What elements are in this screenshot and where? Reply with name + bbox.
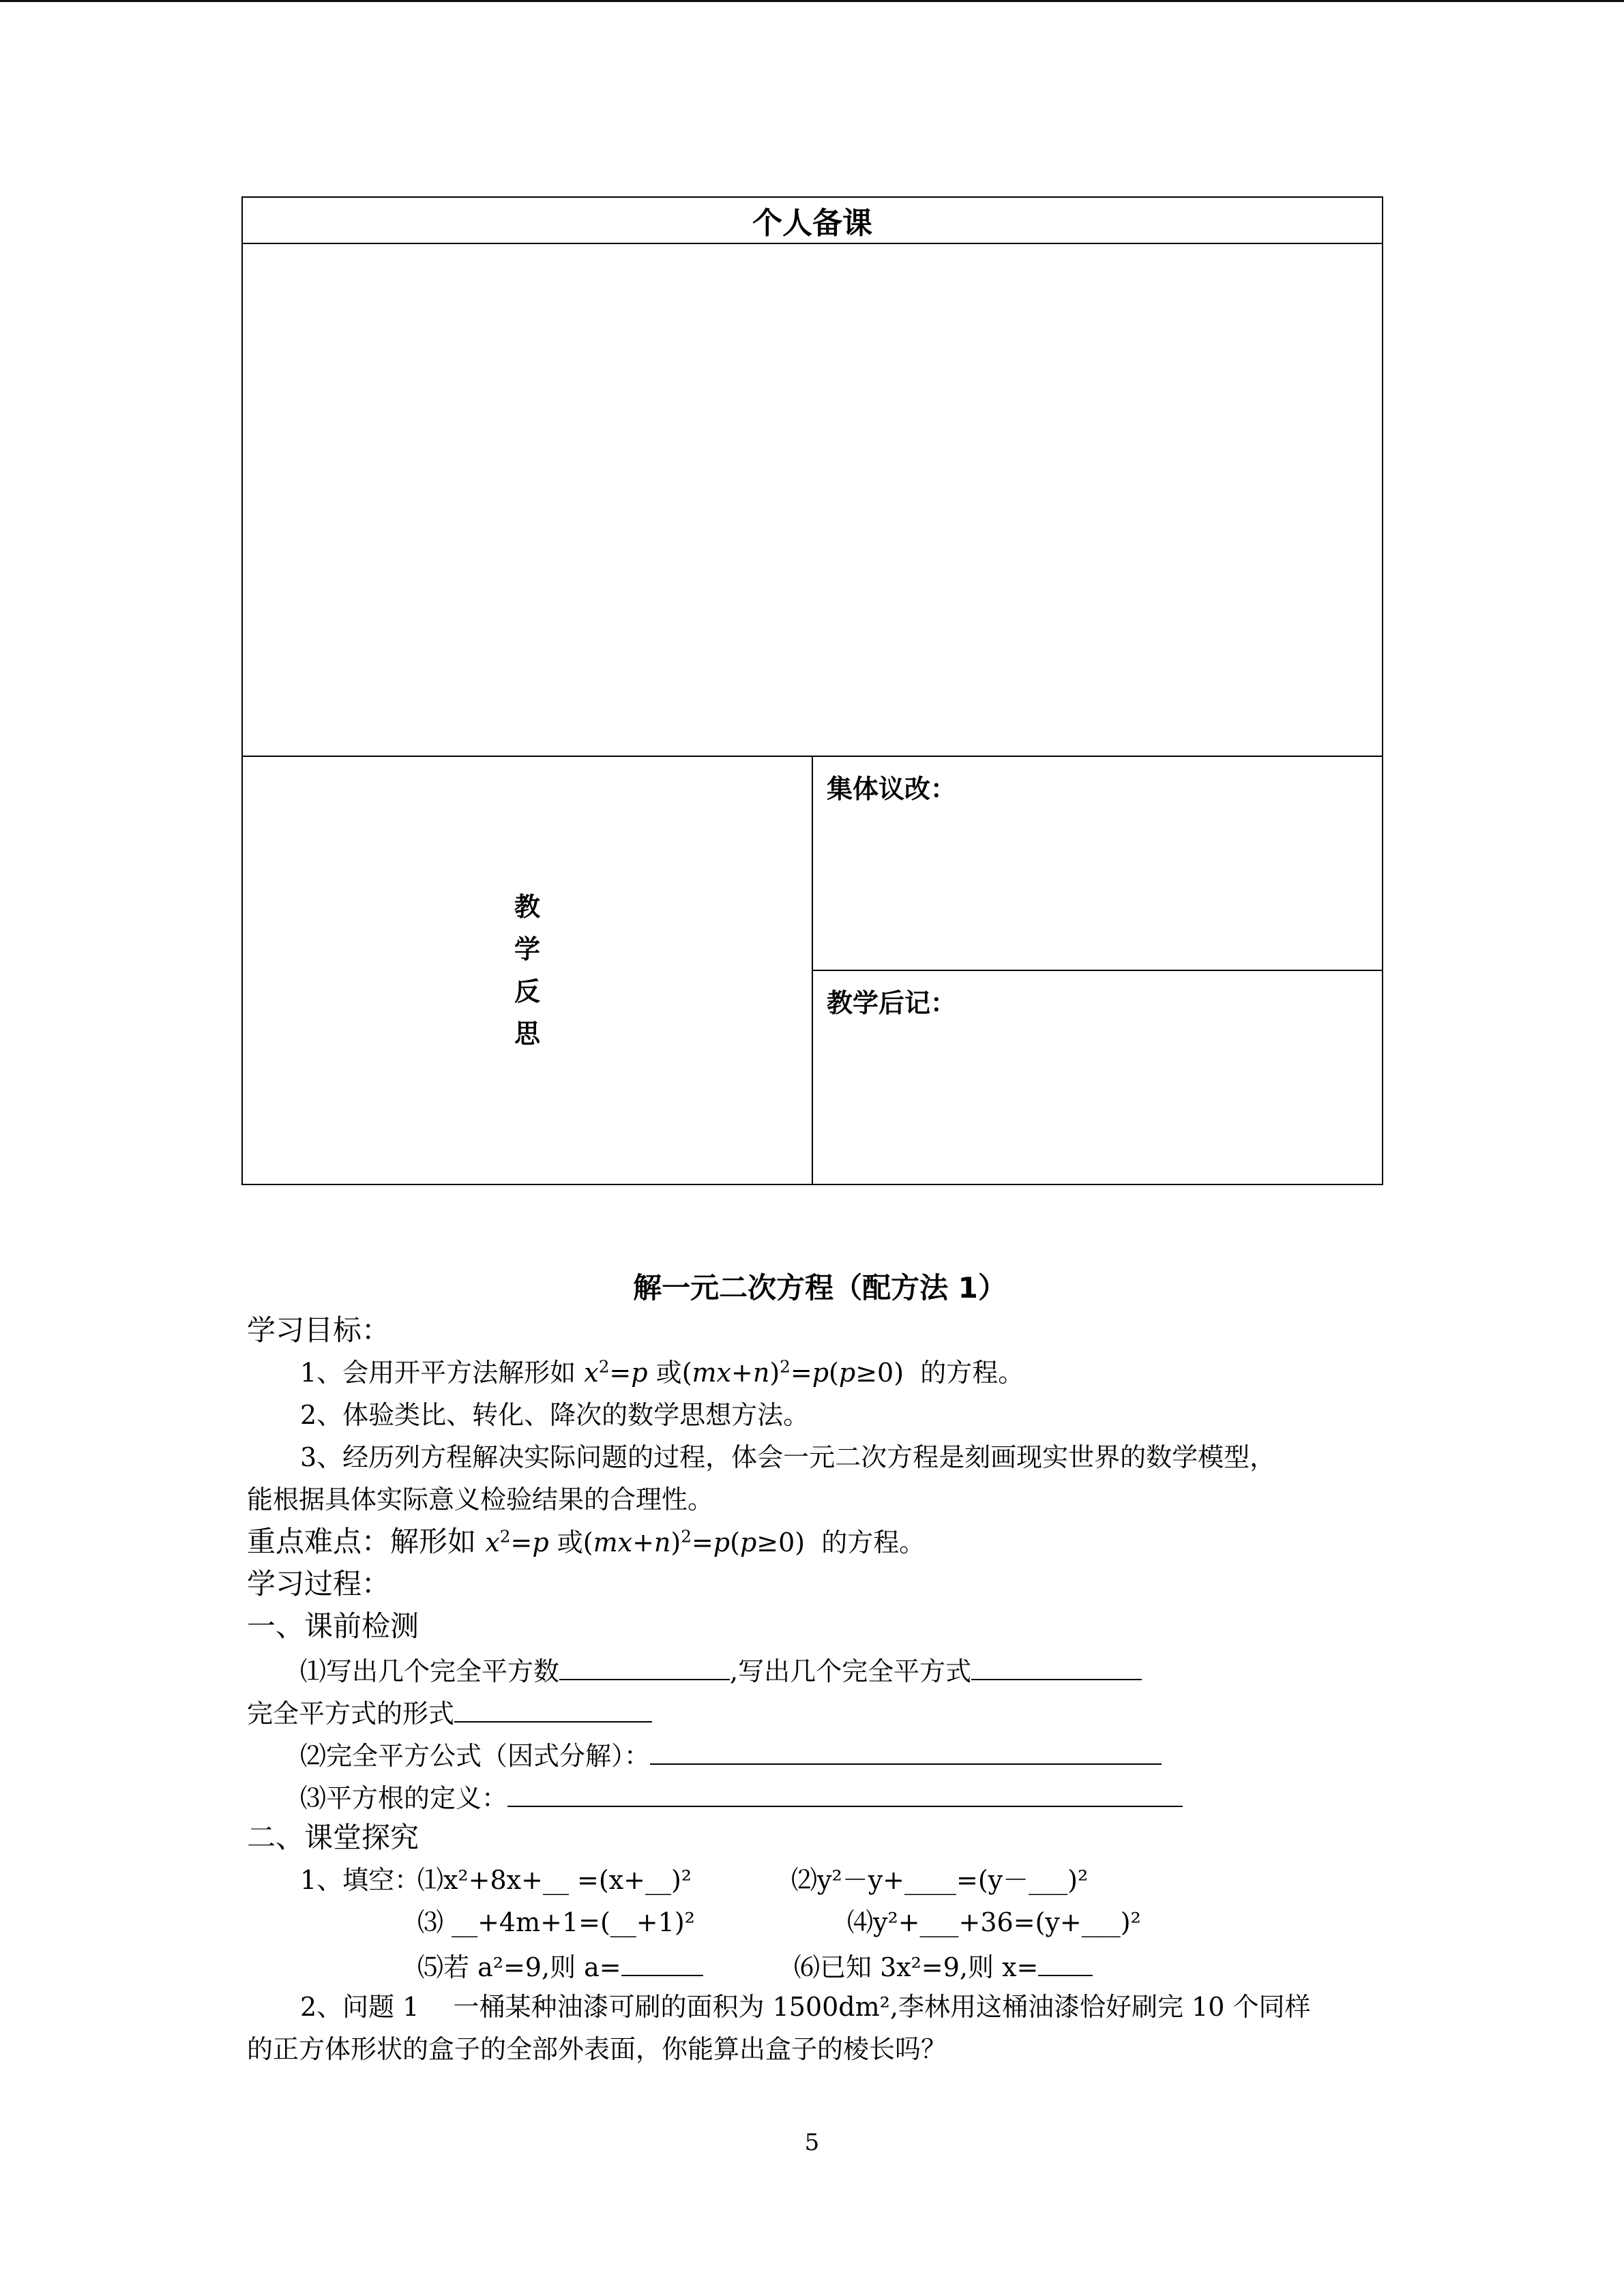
fill-item-4: ⑷y²+___+36=(y+___)² [847,1907,1141,1937]
collective-revision-label: 集体议改： [827,774,957,804]
problem-1-line2: 的正方体形状的盒子的全部外表面，你能算出盒子的棱长吗？ [247,2034,947,2064]
fill-item-1: ⑴x²+8x+__ =(x+__)² [417,1865,692,1895]
collective-revision-cell [812,756,1383,970]
answer-blank[interactable] [621,1943,703,1976]
teaching-postscript-label: 教学后记： [827,988,957,1018]
worksheet-body [247,1267,1393,2070]
answer-blank[interactable] [559,1648,730,1680]
question-1-cont: 完全平方式的形式 [247,1690,1393,1732]
teaching-postscript-cell [812,970,1383,1184]
objective-2: 2、体验类比、转化、降次的数学思想方法。 [300,1400,810,1430]
answer-blank[interactable] [650,1732,1162,1765]
side-char: 思 [514,1019,540,1049]
side-char: 反 [514,976,540,1007]
personal-prep-area [242,243,1383,756]
answer-blank[interactable] [1038,1943,1093,1976]
objective-3-line1: 3、经历列方程解决实际问题的过程，体会一元二次方程是刻画现实世界的数学模型， [300,1442,1276,1472]
objectives-heading: 学习目标： [247,1313,391,1347]
objective-3-line2: 能根据具体实际意义检验结果的合理性。 [247,1485,714,1515]
key-points: 重点难点：解形如 $x^2=p$ 或$(mx+n)^2=p(p\ge 0)$ 的方程。 [247,1525,926,1558]
side-char: 教 [514,892,540,922]
question-2: ⑵完全平方公式（因式分解）： [247,1732,1393,1774]
fill-item-2: ⑵y²－y+____=(y－___)² [791,1865,1089,1895]
doc-title: 解一元二次方程（配方法 1） [633,1271,1007,1304]
fill-row-3 [247,1943,1393,1986]
fill-item-6: ⑹已知 3x²=9,则 x= [794,1943,1093,1988]
lesson-prep-table [241,196,1383,1185]
fill-item-3: ⑶ __+4m+1=(__+1)² [417,1907,695,1937]
section-2-heading: 二、课堂探究 [247,1821,419,1854]
fill-row-1: 1、填空： ⑴x²+8x+__ =(x+__)² ⑵y²－y+____=(y－___)² [247,1859,1393,1901]
section-1-heading: 一、课前检测 [247,1609,419,1643]
answer-blank[interactable] [971,1648,1142,1680]
page-number: 5 [804,2129,820,2156]
fill-item-5: ⑸若 a²=9,则 a= [417,1943,703,1988]
answer-blank[interactable] [507,1774,1183,1807]
table-title: 个人备课 [242,197,1383,243]
question-1: ⑴写出几个完全平方数 ,写出几个完全平方式 [247,1648,1393,1690]
process-heading: 学习过程： [247,1567,391,1600]
objective-1: 1、会用开平方法解形如 $x^2=p$ 或$(mx+n)^2=p(p\ge 0)$ 的方程。 [300,1356,1024,1388]
top-border-line [0,0,1624,2]
teaching-reflection-label [242,756,812,1184]
question-3: ⑶平方根的定义： [247,1774,1393,1817]
side-char: 学 [514,934,540,964]
answer-blank[interactable] [454,1690,652,1723]
problem-1-line1: 2、问题 1 一桶某种油漆可刷的面积为 1500dm²,李林用这桶油漆恰好刷完 10 个同样 [300,1992,1311,2022]
fill-row-2 [247,1901,1393,1943]
